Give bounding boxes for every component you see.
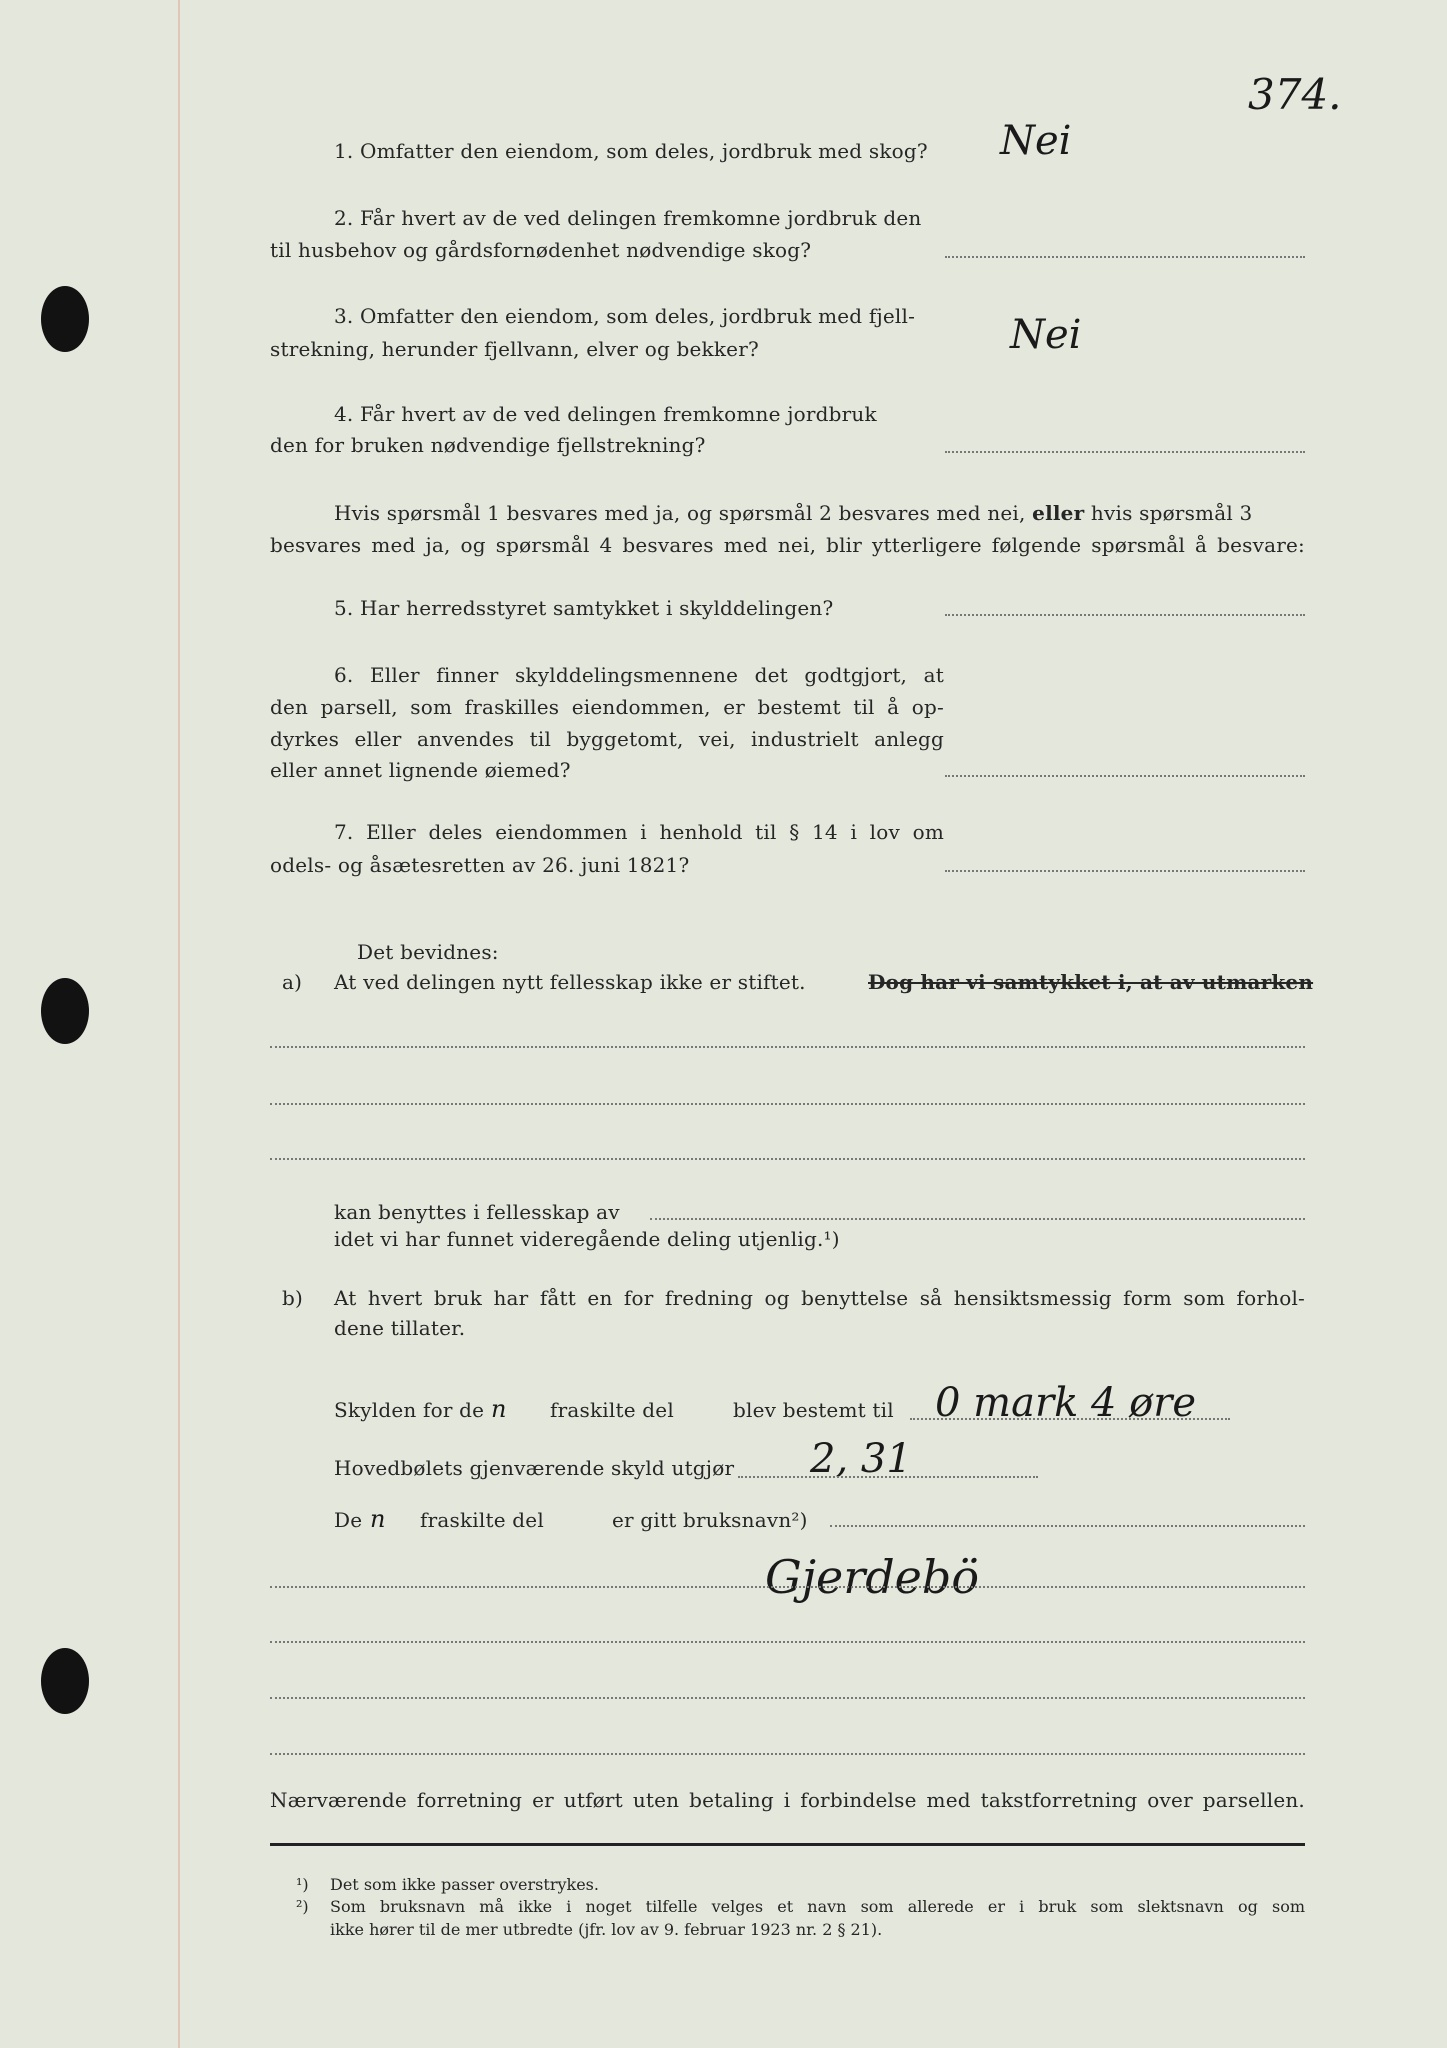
closing-statement: Nærværende forretning er utført uten betaling i forbindelse med takstforretning over parsellen.: [270, 1788, 1305, 1812]
footnote-1-mark: ¹): [296, 1875, 309, 1894]
margin-line: [178, 0, 180, 2048]
fellesskap-line: kan benyttes i fellesskap av: [334, 1200, 620, 1224]
condition-suffix: hvis spørsmål 3: [1090, 501, 1253, 525]
bruksnavn-line-a: De: [334, 1508, 363, 1532]
condition-prefix: Hvis spørsmål 1 besvares med ja, og spørsmål 2 besvares med nei,: [334, 501, 1026, 525]
bruksnavn-answer: Gjerdebö: [765, 1550, 980, 1604]
answer-line-6: [945, 775, 1305, 777]
hovedbol-answer: 2, 31: [810, 1436, 912, 1482]
skyld-line-1-a: Skylden for de: [334, 1398, 485, 1422]
item-a-struck-text: Dog har vi samtykket i, at av utmarken: [868, 970, 1314, 994]
skyld-line-1-c: blev bestemt til: [733, 1398, 894, 1422]
punch-hole: [41, 1648, 89, 1714]
utjenlig-line: idet vi har funnet videregående deling utjenlig.¹): [334, 1227, 840, 1251]
question-6-line-4: eller annet lignende øiemed?: [270, 758, 571, 782]
question-6-line-3: dyrkes eller anvendes til byggetomt, vei, industrielt anlegg: [270, 727, 944, 751]
blank-line: [270, 1103, 1305, 1105]
footnote-2-line-1: Som bruksnavn må ikke i noget tilfelle velges et navn som allerede er i bruk som slektsnavn og som: [330, 1897, 1305, 1916]
condition-line-2: besvares med ja, og spørsmål 4 besvares med nei, blir ytterligere følgende spørsmål å besvare:: [270, 533, 1305, 557]
question-7-line-1: 7. Eller deles eiendommen i henhold til § 14 i lov om: [334, 820, 944, 844]
question-7-line-2: odels- og åsætesretten av 26. juni 1821?: [270, 853, 690, 877]
question-6-line-2: den parsell, som fraskilles eiendommen, er bestemt til å op-: [270, 695, 944, 719]
answer-3: Nei: [1010, 312, 1082, 358]
answer-line-5: [945, 614, 1305, 616]
footnote-rule: [270, 1843, 1305, 1846]
hovedbol-label: Hovedbølets gjenværende skyld utgjør: [334, 1456, 735, 1480]
item-a-label: a): [282, 970, 303, 994]
blank-line: [270, 1697, 1305, 1699]
skyld-line-1-b: fraskilte del: [550, 1398, 674, 1422]
punch-hole: [41, 286, 89, 352]
answer-line-7: [945, 870, 1305, 872]
blank-line: [270, 1586, 1305, 1588]
question-1: 1. Omfatter den eiendom, som deles, jordbruk med skog?: [334, 139, 928, 163]
condition-bold: eller: [1032, 501, 1085, 525]
item-a-text: At ved delingen nytt fellesskap ikke er stiftet.: [334, 970, 806, 994]
question-4-line-2: den for bruken nødvendige fjellstrekning?: [270, 433, 706, 457]
blank-line: [270, 1753, 1305, 1755]
footnote-2-mark: ²): [296, 1897, 309, 1916]
answer-line-2: [945, 256, 1305, 258]
item-b-line-1: At hvert bruk har fått en for fredning og benyttelse så hensiktsmessig form som forhol-: [334, 1286, 1305, 1310]
bruksnavn-line-c: er gitt bruksnavn²): [612, 1508, 808, 1532]
answer-1: Nei: [1000, 118, 1072, 164]
footnote-1-text: Det som ikke passer overstrykes.: [330, 1875, 599, 1894]
bruksnavn-line-b: fraskilte del: [420, 1508, 544, 1532]
item-b-line-2: dene tillater.: [334, 1316, 466, 1340]
skyld-answer: 0 mark 4 øre: [935, 1380, 1197, 1426]
question-4-line-1: 4. Får hvert av de ved delingen fremkomne jordbruk: [334, 402, 877, 426]
blank-line: [270, 1046, 1305, 1048]
bruksnavn-line-handwritten: n: [370, 1505, 386, 1533]
question-2-line-2: til husbehov og gårdsfornødenhet nødvendige skog?: [270, 238, 812, 262]
bruksnavn-blank: [830, 1525, 1305, 1527]
condition-line-1: [334, 503, 1252, 523]
blank-line: [270, 1641, 1305, 1643]
fellesskap-blank: [650, 1218, 1305, 1220]
punch-hole: [41, 978, 89, 1044]
question-3-line-1: 3. Omfatter den eiendom, som deles, jordbruk med fjell-: [334, 304, 916, 328]
item-b-label: b): [282, 1286, 304, 1310]
question-6-line-1: 6. Eller finner skylddelingsmennene det godtgjort, at: [334, 663, 944, 687]
hovedbol-blank: [738, 1476, 1038, 1478]
page-number: 374.: [1248, 70, 1342, 119]
skyld-blank: [910, 1418, 1230, 1420]
question-2-line-1: 2. Får hvert av de ved delingen fremkomne jordbruk den: [334, 206, 922, 230]
skyld-line-1-handwritten: n: [491, 1395, 507, 1423]
footnote-2-line-2: ikke hører til de mer utbredte (jfr. lov av 9. februar 1923 nr. 2 § 21).: [330, 1920, 883, 1939]
question-5: 5. Har herredsstyret samtykket i skylddelingen?: [334, 596, 834, 620]
answer-line-4: [945, 451, 1305, 453]
bevidnes-heading: Det bevidnes:: [357, 940, 499, 964]
blank-line: [270, 1158, 1305, 1160]
question-3-line-2: strekning, herunder fjellvann, elver og bekker?: [270, 337, 759, 361]
